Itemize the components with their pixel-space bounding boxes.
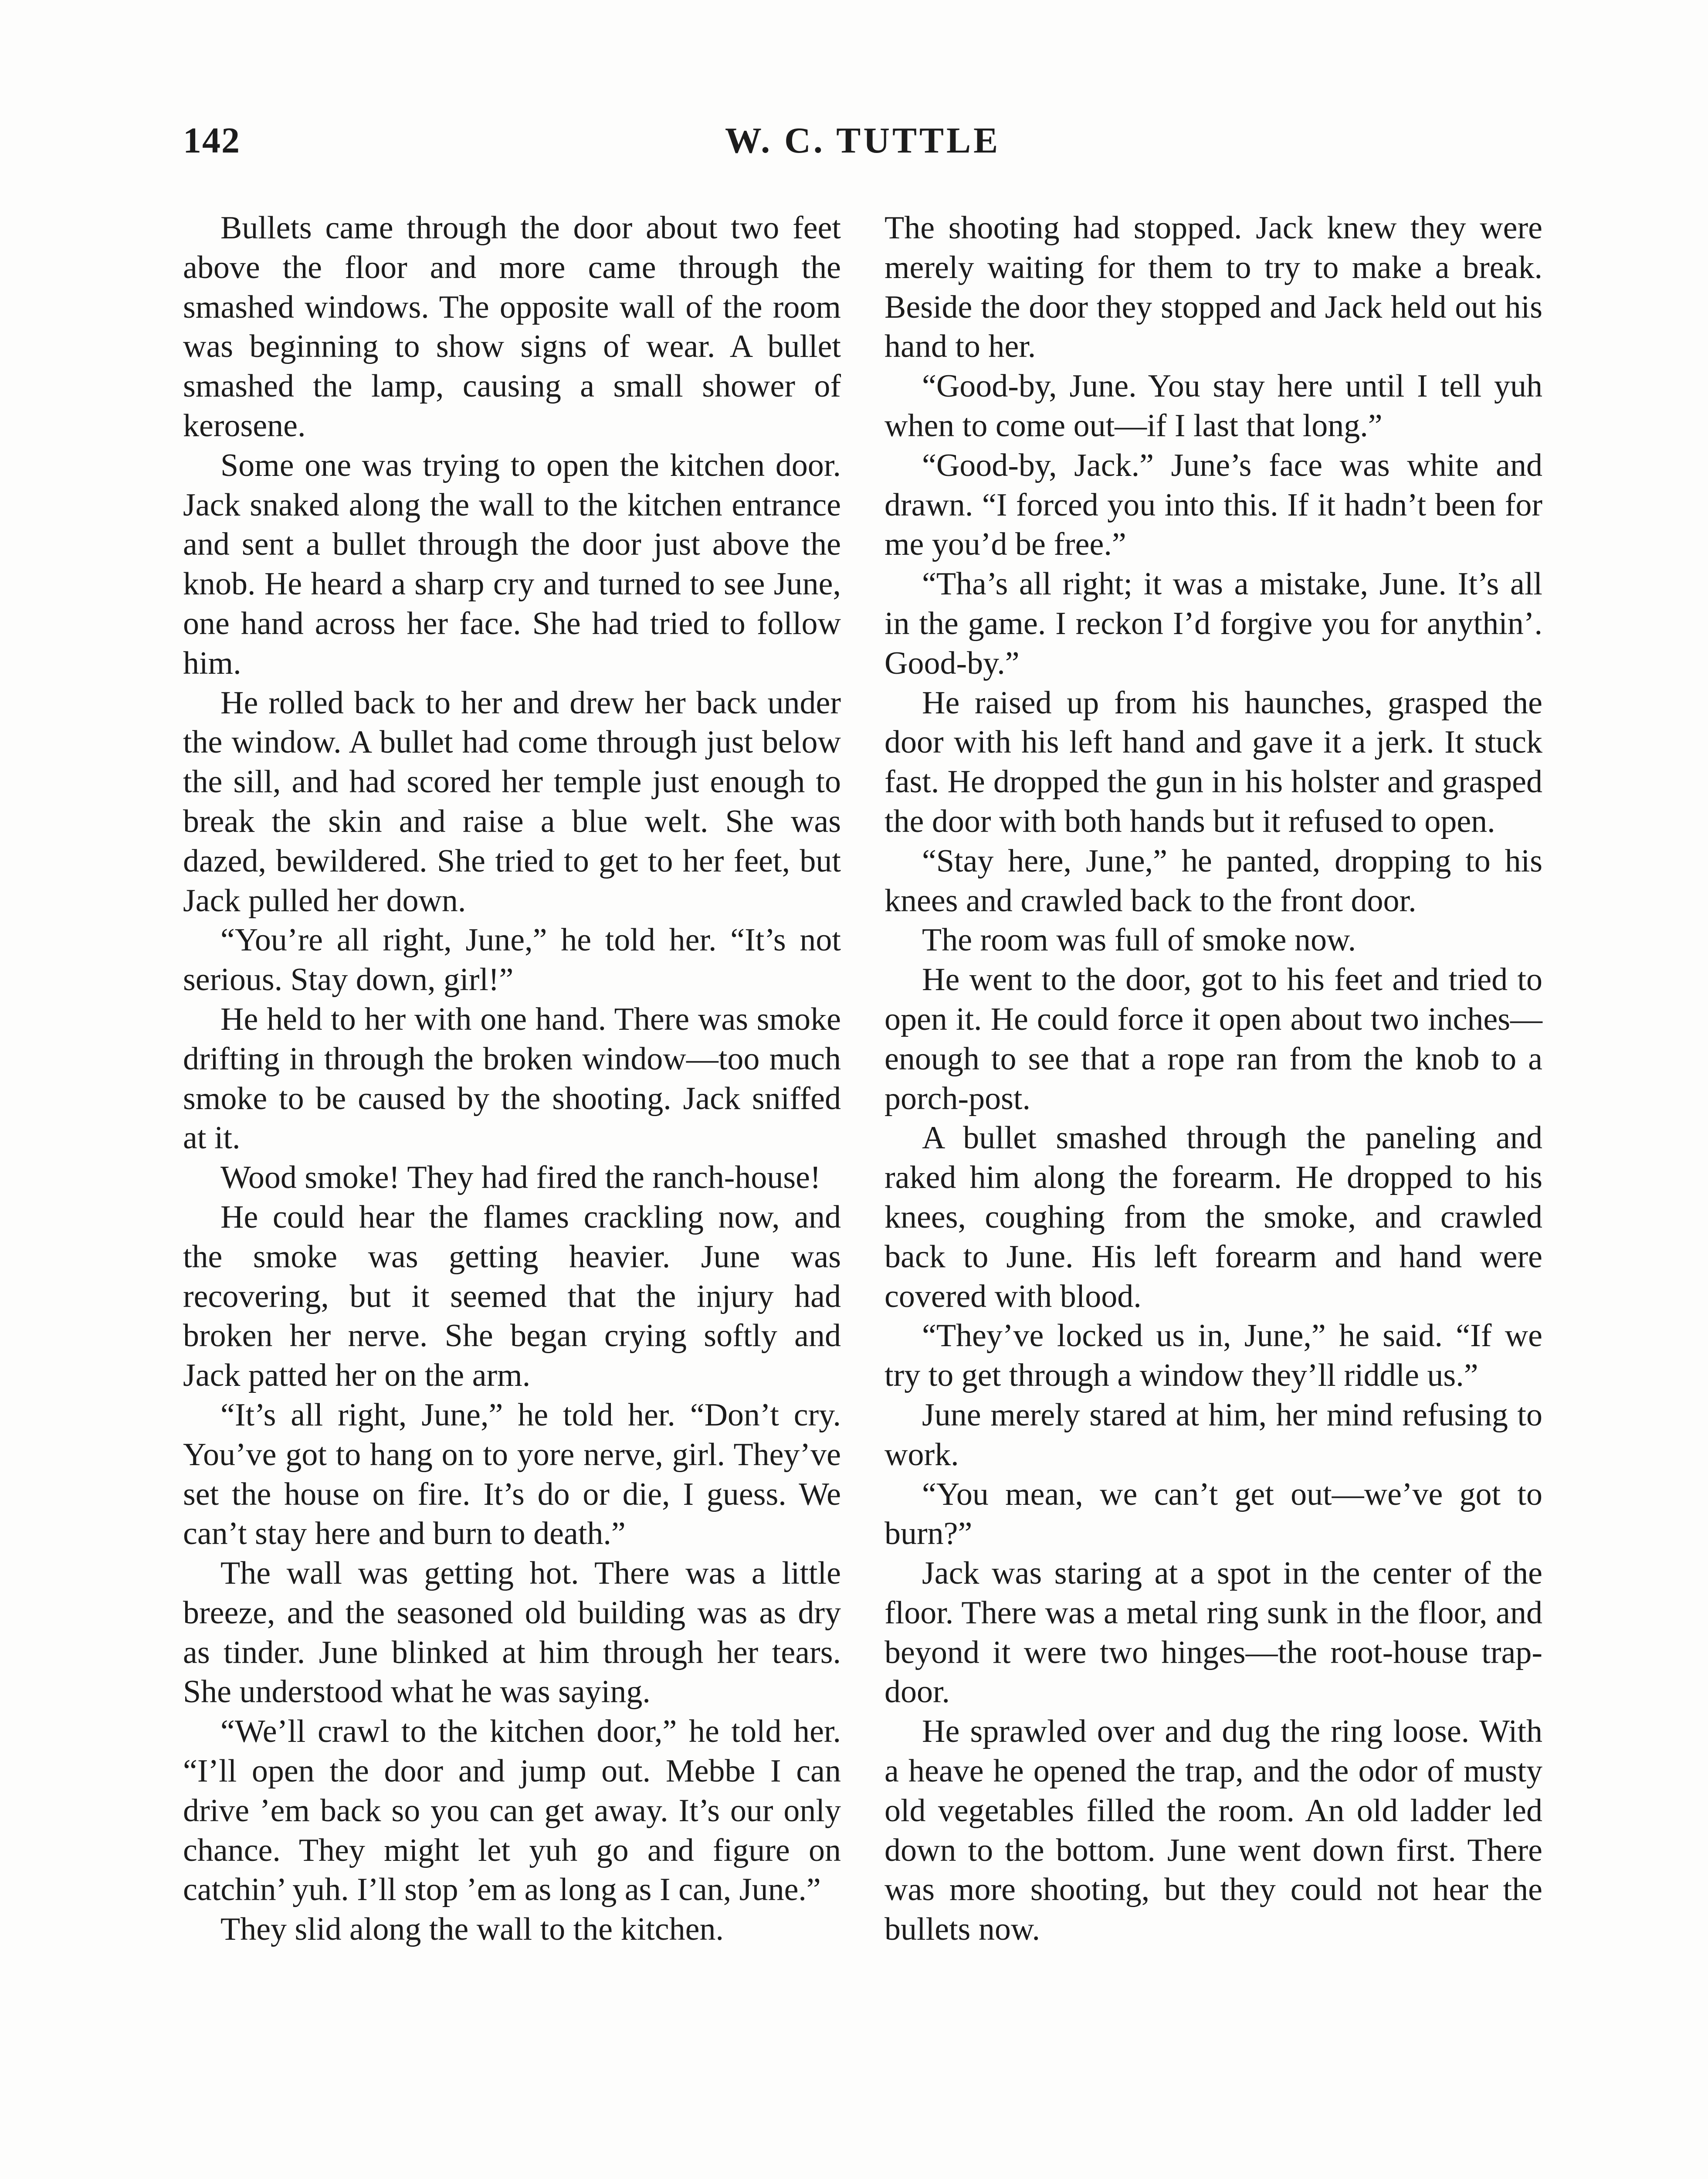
paragraph: He could hear the flames crackling now, and the smoke was getting heavier. June was recovering, but it seemed that the injury had broken her nerve. She began crying softly and Jack patted her on the arm.	[183, 1199, 841, 1394]
left-column	[183, 208, 841, 1949]
paragraph: “It’s all right, June,” he told her. “Don’t cry. You’ve got to hang on to yore nerve, girl. They’ve set the house on fire. It’s do or die, I guess. We can’t stay here and burn to death.”	[183, 1397, 841, 1552]
paragraph: Jack was staring at a spot in the center of the floor. There was a metal ring sunk in the floor, and beyond it were two hinges—the root-house trap-door.	[884, 1555, 1542, 1710]
paragraph: “Tha’s all right; it was a mistake, June. It’s all in the game. I reckon I’d forgive you for anythin’. Good-by.”	[884, 566, 1542, 681]
paragraph: Wood smoke! They had fired the ranch-house!	[220, 1160, 821, 1196]
running-head: W. C. TUTTLE	[725, 120, 1001, 161]
paragraph: “You’re all right, June,” he told her. “It’s not serious. Stay down, girl!”	[183, 922, 841, 998]
paragraph: “Good-by, Jack.” June’s face was white and drawn. “I forced you into this. If it hadn’t been for me you’d be free.”	[884, 447, 1542, 563]
right-column	[884, 208, 1542, 1949]
paragraph: He rolled back to her and drew her back under the window. A bullet had come through just below the sill, and had scored her temple just enough to break the skin and raise a blue welt. She was dazed, bewildered. She tried to get to her feet, but Jack pulled her down.	[183, 685, 841, 919]
paragraph-continuation: The shooting had stopped. Jack knew they were merely waiting for them to try to make a break. Beside the door they stopped and Jack held out his hand to her.	[884, 210, 1542, 365]
paragraph: A bullet smashed through the paneling and raked him along the forearm. He dropped to his knees, coughing from the smoke, and crawled back to June. His left forearm and hand were covered with blood.	[884, 1120, 1542, 1314]
paragraph: “You mean, we can’t get out—we’ve got to burn?”	[884, 1476, 1542, 1552]
paragraph: They slid along the wall to the kitchen.	[220, 1911, 724, 1948]
page-number: 142	[183, 120, 241, 161]
paragraph: “Stay here, June,” he panted, dropping to his knees and crawled back to the front door.	[884, 843, 1542, 919]
page-header	[183, 117, 1542, 165]
paragraph: “We’ll crawl to the kitchen door,” he told her. “I’ll open the door and jump out. Mebbe I can drive ’em back so you can get away. It’s our only chance. They might let yuh go and figure on catchin’ yuh. I’ll stop ’em as long as I can, June.”	[183, 1714, 841, 1908]
paragraph: He raised up from his haunches, grasped the door with his left hand and gave it a jerk. It stuck fast. He dropped the gun in his holster and grasped the door with both hands but it refused to open.	[884, 685, 1542, 839]
paragraph: He went to the door, got to his feet and tried to open it. He could force it open about two inches—enough to see that a rope ran from the knob to a porch-post.	[884, 962, 1542, 1117]
paragraph: Some one was trying to open the kitchen door. Jack snaked along the wall to the kitchen entrance and sent a bullet through the door just above the knob. He heard a sharp cry and turned to see June, one hand across her face. She had tried to follow him.	[183, 447, 841, 681]
paragraph: June merely stared at him, her mind refusing to work.	[884, 1397, 1542, 1473]
paragraph: He sprawled over and dug the ring loose. With a heave he opened the trap, and the odor of musty old vegetables filled the room. An old ladder led down to the bottom. June went down first. There was more shooting, but they could not hear the bullets now.	[884, 1714, 1542, 1948]
paragraph: “Good-by, June. You stay here until I tell yuh when to come out—if I last that long.”	[884, 368, 1542, 444]
paragraph: “They’ve locked us in, June,” he said. “If we try to get through a window they’ll riddle us.”	[884, 1318, 1542, 1394]
paragraph: The room was full of smoke now.	[922, 922, 1356, 958]
paragraph: The wall was getting hot. There was a little breeze, and the seasoned old building was as dry as tinder. June blinked at him through her tears. She understood what he was saying.	[183, 1555, 841, 1710]
paragraph: Bullets came through the door about two feet above the floor and more came through the smashed windows. The opposite wall of the room was beginning to show signs of wear. A bullet smashed the lamp, causing a small shower of kerosene.	[183, 210, 841, 444]
paragraph: He held to her with one hand. There was smoke drifting in through the broken window—too much smoke to be caused by the shooting. Jack sniffed at it.	[183, 1001, 841, 1156]
